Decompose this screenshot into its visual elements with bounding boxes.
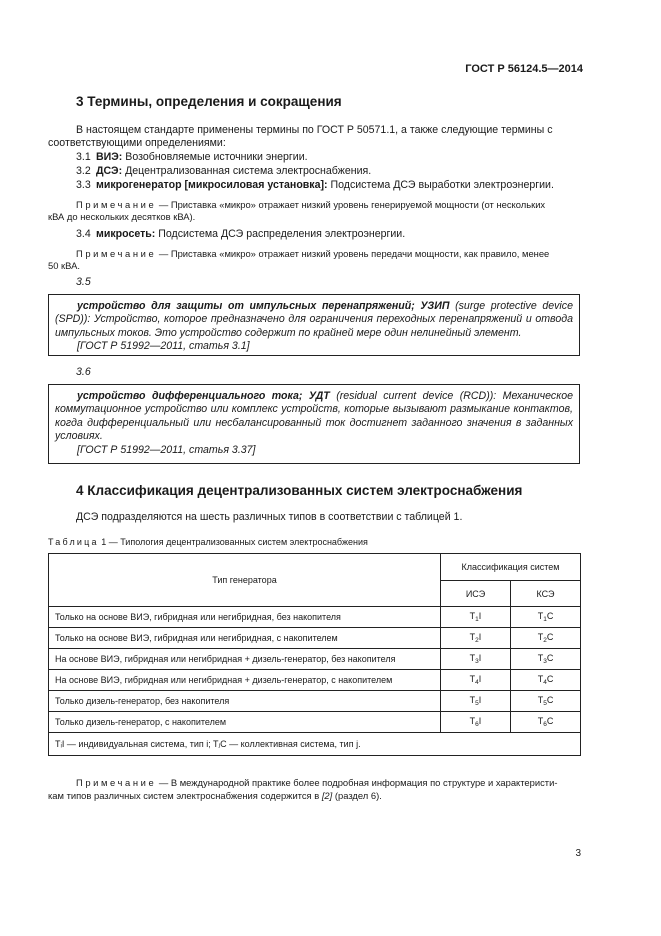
section-4-note-line1: Примечание — В международной практике более подробная информация по структуре и характеристи- [76, 777, 558, 788]
table-row [49, 628, 581, 649]
note-3-3-line2: кВА до нескольких десятков кВА). [48, 211, 196, 222]
ise-cell: $T_6I$ [441, 712, 511, 733]
table-caption: Таблица 1 — Типология децентрализованных систем электроснабжения [48, 537, 368, 547]
term-3-3: 3.3 микрогенератор [микросиловая установка]: Подсистема ДСЭ выработки электроэнергии. [76, 179, 554, 191]
table-row [49, 670, 581, 691]
table-row [49, 607, 581, 628]
section-4-intro: ДСЭ подразделяются на шесть различных типов в соответствии с таблицей 1. [76, 511, 463, 523]
term-3-6-definition: устройство дифференциального тока; УДТ (residual current device (RCD)): Механическое коммутационное устройство или комплекс устройств, которые вызывают размыкание контактов, когда дифференциальный или несбалансированный ток достигнет заданного значения в заданных условиях. [55, 390, 574, 443]
term-3-6-number: 3.6 [76, 366, 91, 378]
bibliography-reference: [2] [321, 790, 333, 801]
section-3-title: 3 Термины, определения и сокращения [76, 94, 342, 109]
kse-cell: $T_6C$ [511, 712, 581, 733]
term-3-4: 3.4 микросеть: Подсистема ДСЭ распределения электроэнергии. [76, 228, 406, 240]
ise-cell: $T_2I$ [441, 628, 511, 649]
kse-cell: $T_1C$ [511, 607, 581, 628]
generator-type-cell: Только дизель-генератор, с накопителем [49, 712, 441, 733]
generator-type-cell: Только дизель-генератор, без накопителя [49, 691, 441, 712]
ise-cell: $T_3I$ [441, 649, 511, 670]
table-row [49, 712, 581, 733]
typology-table [48, 553, 581, 756]
note-3-3-line1: Примечание — Приставка «микро» отражает низкий уровень генерируемой мощности (от нескольких [76, 199, 546, 210]
term-3-5-definition: устройство для защиты от импульсных перенапряжений; УЗИП (surge protective device (SPD)): Устройство, которое предназначено для ограничения переходных перенапряжений и отвода импульсных токов. Это устройство содержит по крайней мере один нелинейный элемент. [55, 300, 573, 339]
term-3-6-reference: [ГОСТ Р 51992—2011, статья 3.37] [77, 443, 256, 456]
ise-cell: $T_4I$ [441, 670, 511, 691]
header-ise: ИСЭ [441, 581, 511, 607]
generator-type-cell: На основе ВИЭ, гибридная или негибридная + дизель-генератор, без накопителя [49, 649, 441, 670]
term-3-5-number: 3.5 [76, 276, 91, 288]
term-3-5-reference: [ГОСТ Р 51992—2011, статья 3.1] [77, 340, 250, 353]
term-3-6-box [48, 384, 580, 464]
section-3-intro-line2: соответствующими определениями: [48, 137, 226, 149]
ise-cell: $T_1I$ [441, 607, 511, 628]
ise-cell: $T_5I$ [441, 691, 511, 712]
header-kse: КСЭ [511, 581, 581, 607]
generator-type-cell: На основе ВИЭ, гибридная или негибридная + дизель-генератор, с накопителем [49, 670, 441, 691]
term-3-1: 3.1 ВИЭ: Возобновляемые источники энергии. [76, 151, 308, 163]
term-3-2: 3.2 ДСЭ: Децентрализованная система электроснабжения. [76, 165, 372, 177]
header-generator-type: Тип генератора [49, 554, 441, 607]
kse-cell: $T_4C$ [511, 670, 581, 691]
page-number: 3 [575, 848, 581, 859]
header-classification: Классификация систем [441, 554, 581, 581]
kse-cell: $T_3C$ [511, 649, 581, 670]
kse-cell: $T_2C$ [511, 628, 581, 649]
generator-type-cell: Только на основе ВИЭ, гибридная или негибридная, с накопителем [49, 628, 441, 649]
note-3-4-line1: Примечание — Приставка «микро» отражает низкий уровень передачи мощности, как правило, менее [76, 248, 550, 259]
section-4-title: 4 Классификация децентрализованных систем электроснабжения [76, 483, 523, 498]
term-3-5-box [48, 294, 580, 356]
kse-cell: $T_5C$ [511, 691, 581, 712]
document-header: ГОСТ Р 56124.5—2014 [465, 63, 583, 75]
table-footnote: TᵢI — индивидуальная система, тип i; TⱼC — коллективная система, тип j. [49, 733, 581, 756]
table-row [49, 649, 581, 670]
section-4-note-line2: кам типов различных систем электроснабжения содержится в [2] (раздел 6). [48, 790, 382, 801]
table-row [49, 691, 581, 712]
section-3-intro-line1: В настоящем стандарте применены термины по ГОСТ Р 50571.1, а также следующие термины с [76, 124, 553, 136]
note-3-4-line2: 50 кВА. [48, 260, 80, 271]
generator-type-cell: Только на основе ВИЭ, гибридная или негибридная, без накопителя [49, 607, 441, 628]
